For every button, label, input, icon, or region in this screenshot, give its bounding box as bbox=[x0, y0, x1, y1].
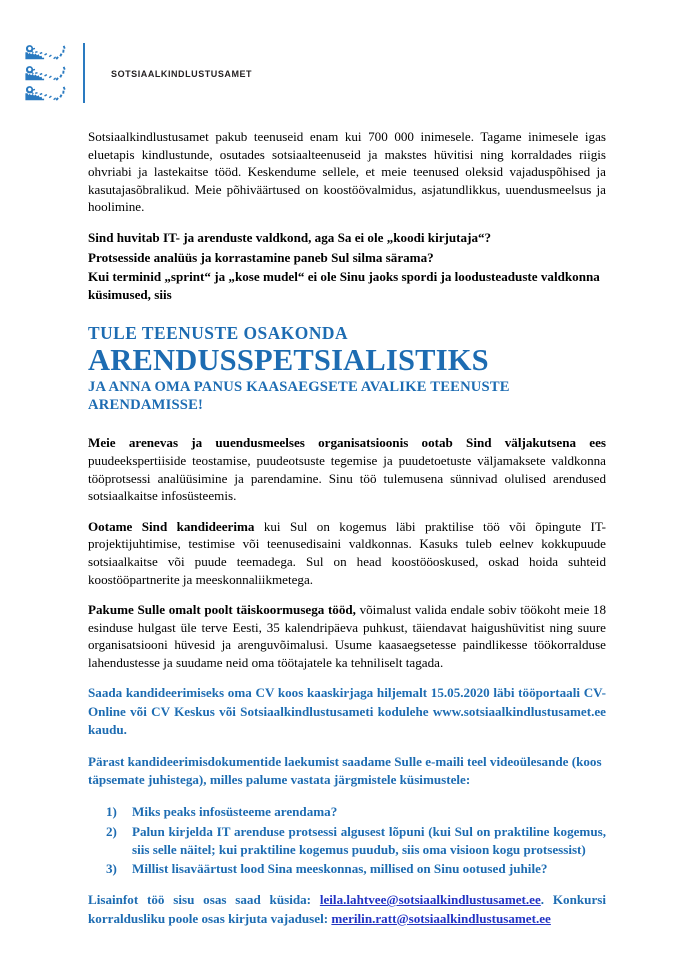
contact-text-2: . Konkursi korraldusliku poole osas kirjuta vajadusel: bbox=[88, 892, 606, 926]
list-item: Palun kirjelda IT arenduse protsessi algusest lõpuni (kui Sul on praktiline kogemus, siis selle näitel; kui praktiline kogemus puudub, siis oma visioon kogu protsessist) bbox=[132, 823, 606, 857]
section-requirements bbox=[88, 518, 606, 588]
header-divider bbox=[83, 43, 85, 103]
hook-line-2: Protsesside analüüs ja korrastamine paneb Sul silma särama? bbox=[88, 249, 434, 265]
estonian-coat-of-arms-icon bbox=[22, 44, 66, 102]
document-body bbox=[88, 128, 606, 928]
section-challenge-text: puudeekspertiiside teostamise, puudeotsuste tegemise ja puudetoetuste väljamaksete valdkonna tööprotsessi analüüsimine ja parendamine. Sinu töö tulemusena sünnivad olulised arendused sotsiaalkaitse infosüsteemis. bbox=[88, 452, 606, 504]
section-challenge-lead: Meie arenevas ja uuendusmeelses organisatsioonis ootab Sind väljakutsena ees bbox=[88, 435, 606, 451]
video-task-instructions: Pärast kandideerimisdokumentide laekumist saadame Sulle e-maili teel videoülesande (koos täpsemate juhistega), milles palume vastata järgmistele küsimustele: bbox=[88, 754, 602, 788]
hook-block bbox=[88, 229, 606, 303]
hook-line-3: Kui terminid „sprint“ ja „kose mudel“ ei ole Sinu jaoks spordi ja loodusteaduste valdkonna küsimused, siis bbox=[88, 269, 600, 302]
application-instructions: Saada kandideerimiseks oma CV koos kaaskirjaga hiljemalt 15.05.2020 läbi tööportaali CV-Online või CV Keskus või Sotsiaalkindlustusameti kodulehe www.sotsiaalkindlustusamet.ee kaudu. bbox=[88, 685, 606, 737]
section-offer-lead: Pakume Sulle omalt poolt täiskoormusega tööd, bbox=[88, 602, 356, 618]
headline-line-3: JA ANNA OMA PANUS KAASAEGSETE AVALIKE TEENUSTE ARENDAMISSE! bbox=[88, 379, 510, 414]
section-requirements-lead: Ootame Sind kandideerima bbox=[88, 518, 255, 534]
headline-job-title: ARENDUSSPETSIALISTIKS bbox=[88, 343, 489, 378]
section-requirements-text: kui Sul on kogemus läbi praktilise töö või õpingute IT-projektijuhtimise, testimise või teenusedisaini valdkonnas. Kasuks tuleb eelnev kokkupuude sotsiaalkaitse või puude teemadega. Sul on head koostööoskused, oskad hoida suhteid koostööpartnerite ja meeskonnaliikmetega. bbox=[88, 518, 606, 587]
intro-paragraph: Sotsiaalkindlustusamet pakub teenuseid enam kui 700 000 inimesele. Tagame inimesele igas eluetapis kindlustunde, osutades sotsiaalteenuseid ja makstes hüvitisi ning korraldades riigis ohvriabi ja lastekaitse tööd. Keskendume sellele, et meie teenused oleksid vajaduspõhised ja kasutajasõbralikud. Meie põhiväärtused on koostöövalmidus, asjatundlikkus, uuendusmeelsus ja hoolimine. bbox=[88, 129, 606, 215]
email-link-organizer[interactable]: merilin.ratt@sotsiaalkindlustusamet.ee bbox=[331, 910, 551, 926]
hook-line-1: Sind huvitab IT- ja arenduste valdkond, aga Sa ei ole „koodi kirjutaja“? bbox=[88, 229, 492, 245]
contact-text-1: Lisainfot töö sisu osas saad küsida: bbox=[88, 892, 320, 908]
page-header bbox=[0, 38, 690, 108]
contact-info bbox=[88, 891, 606, 927]
section-challenge bbox=[88, 434, 606, 504]
email-link-content[interactable]: leila.lahtvee@sotsiaalkindlustusamet.ee bbox=[319, 892, 541, 908]
section-offer bbox=[88, 601, 606, 671]
list-item: Millist lisaväärtust lood Sina meeskonnas, millised on Sinu ootused juhile? bbox=[132, 861, 548, 877]
headline-line-1: TULE TEENUSTE OSAKONDA bbox=[88, 323, 349, 344]
organization-name: sotsiaalkindlustusamet bbox=[111, 66, 253, 80]
job-title-headline bbox=[88, 322, 606, 414]
section-offer-text: võimalust valida endale sobiv töökoht meie 18 esinduse hulgast üle terve Eesti, 35 kalendripäeva puhkust, täiendavat haigushüvitist ning suure organisatsiooni hüvesid ja arenguvõimalusi. Usume kaasaegsetesse paindlikesse töökorralduse lahendustesse ja suudame neid oma töötajatele ka tehniliselt tagada. bbox=[88, 602, 607, 670]
list-item: Miks peaks infosüsteeme arendama? bbox=[132, 804, 338, 820]
interview-questions-list bbox=[88, 803, 606, 878]
